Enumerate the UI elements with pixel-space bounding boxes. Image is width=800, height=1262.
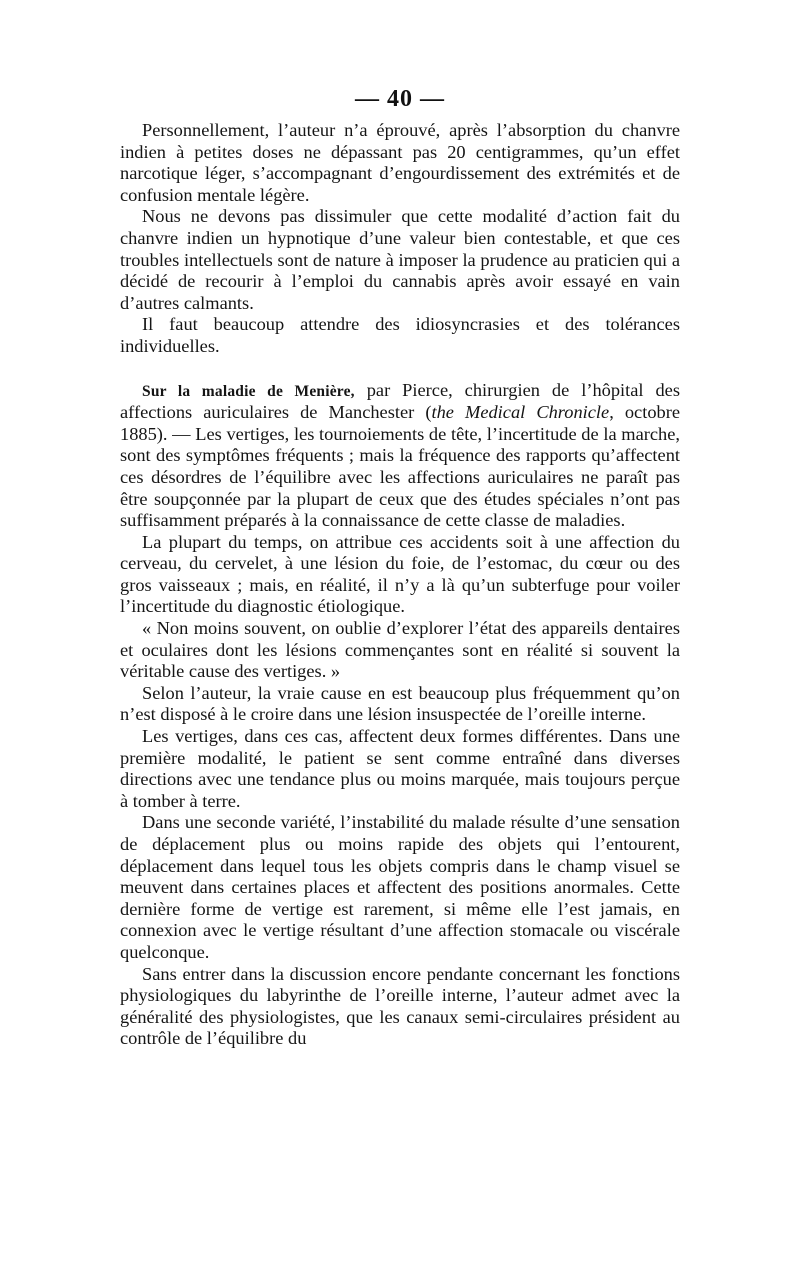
paragraph-labyrinth: Sans entrer dans la discussion encore pendante concernant les fonctions physiologiques du labyrinthe de l’oreille interne, l’auteur admet avec la généralité des physiologistes, que les canaux semi-circulaires président au contrôle de l’équilibre du	[120, 963, 680, 1049]
paragraph-second-variety: Dans une seconde variété, l’instabilité du malade résulte d’une sensation de déplacement plus ou moins rapide des objets qui l’entourent, déplacement dans lequel tous les objets compris dans le champ visuel se meuvent dans certaines places et affectent des positions anormales. Cette dernière forme de vertige est rarement, si même elle l’est jamais, en connexion avec le vertige résultant d’une affection stomacale ou viscérale quelconque.	[120, 812, 680, 962]
paragraph-two-forms: Les vertiges, dans ces cas, affectent deux formes différentes. Dans une première modalité, le patient se sent comme entraîné dans diverses directions avec une tendance plus ou moins marquée, mais toujours perçue à tomber à terre.	[120, 726, 680, 811]
page-number: — 40 —	[355, 86, 445, 112]
paragraph-meniere-intro	[120, 380, 680, 532]
paragraph-hypnotic-value: Nous ne devons pas dissimuler que cette modalité d’action fait du chanvre indien un hypnotique d’une valeur bien contestable, et que ces troubles intellectuels sont de nature à imposer la prudence au praticien qui a décidé de recourir à l’emploi du cannabis après avoir essayé en vain d’autres calmants.	[120, 206, 680, 313]
paragraph-quote: « Non moins souvent, on oublie d’explorer l’état des appareils dentaires et oculaires dont les lésions commençantes sont en réalité si souvent la véritable cause des vertiges. »	[120, 618, 680, 682]
section-spacer	[120, 358, 680, 380]
paragraph-true-cause: Selon l’auteur, la vraie cause en est beaucoup plus fréquemment qu’on n’est disposé à le croire dans une lésion insuspectée de l’oreille interne.	[120, 682, 680, 725]
paragraph-personal-experience: Personnellement, l’auteur n’a éprouvé, après l’absorption du chanvre indien à petites doses ne dépassant pas 20 centigrammes, qu’un effet narcotique léger, s’accompagnant d’engourdissement des extrémités et de confusion mentale légère.	[120, 120, 680, 205]
paragraph-idiosyncrasies: Il faut beaucoup attendre des idiosyncrasies et des tolérances individuelles.	[120, 314, 680, 356]
intro-rest-text: , octobre 1885). — Les vertiges, les tournoiements de tête, l’incertitude de la marche, sont des symptômes fréquents ; mais la fréquence des rapports qu’affectent ces désordres de l’équilibre avec les affections auriculaires ne paraît pas être soupçonnée par la plupart de ceux que des études spéciales n’ont pas suffisamment préparés à la connaissance de cette classe de maladies.	[120, 402, 680, 531]
body-text	[120, 120, 680, 1050]
journal-title: the Medical Chronicle	[431, 402, 610, 423]
section-heading-meniere: Sur la maladie de Menière,	[142, 382, 355, 400]
intro-author-text: par Pierce, chirurgien de l’hôpital des affections auriculaires de Manchester (	[120, 379, 681, 423]
paragraph-attribution: La plupart du temps, on attribue ces accidents soit à une affection du cerveau, du cervelet, à une lésion du foie, de l’estomac, du cœur ou des gros vaisseaux ; mais, en réalité, il n’y a là qu’un subterfuge pour voiler l’incertitude du diagnostic étiologique.	[120, 531, 680, 617]
